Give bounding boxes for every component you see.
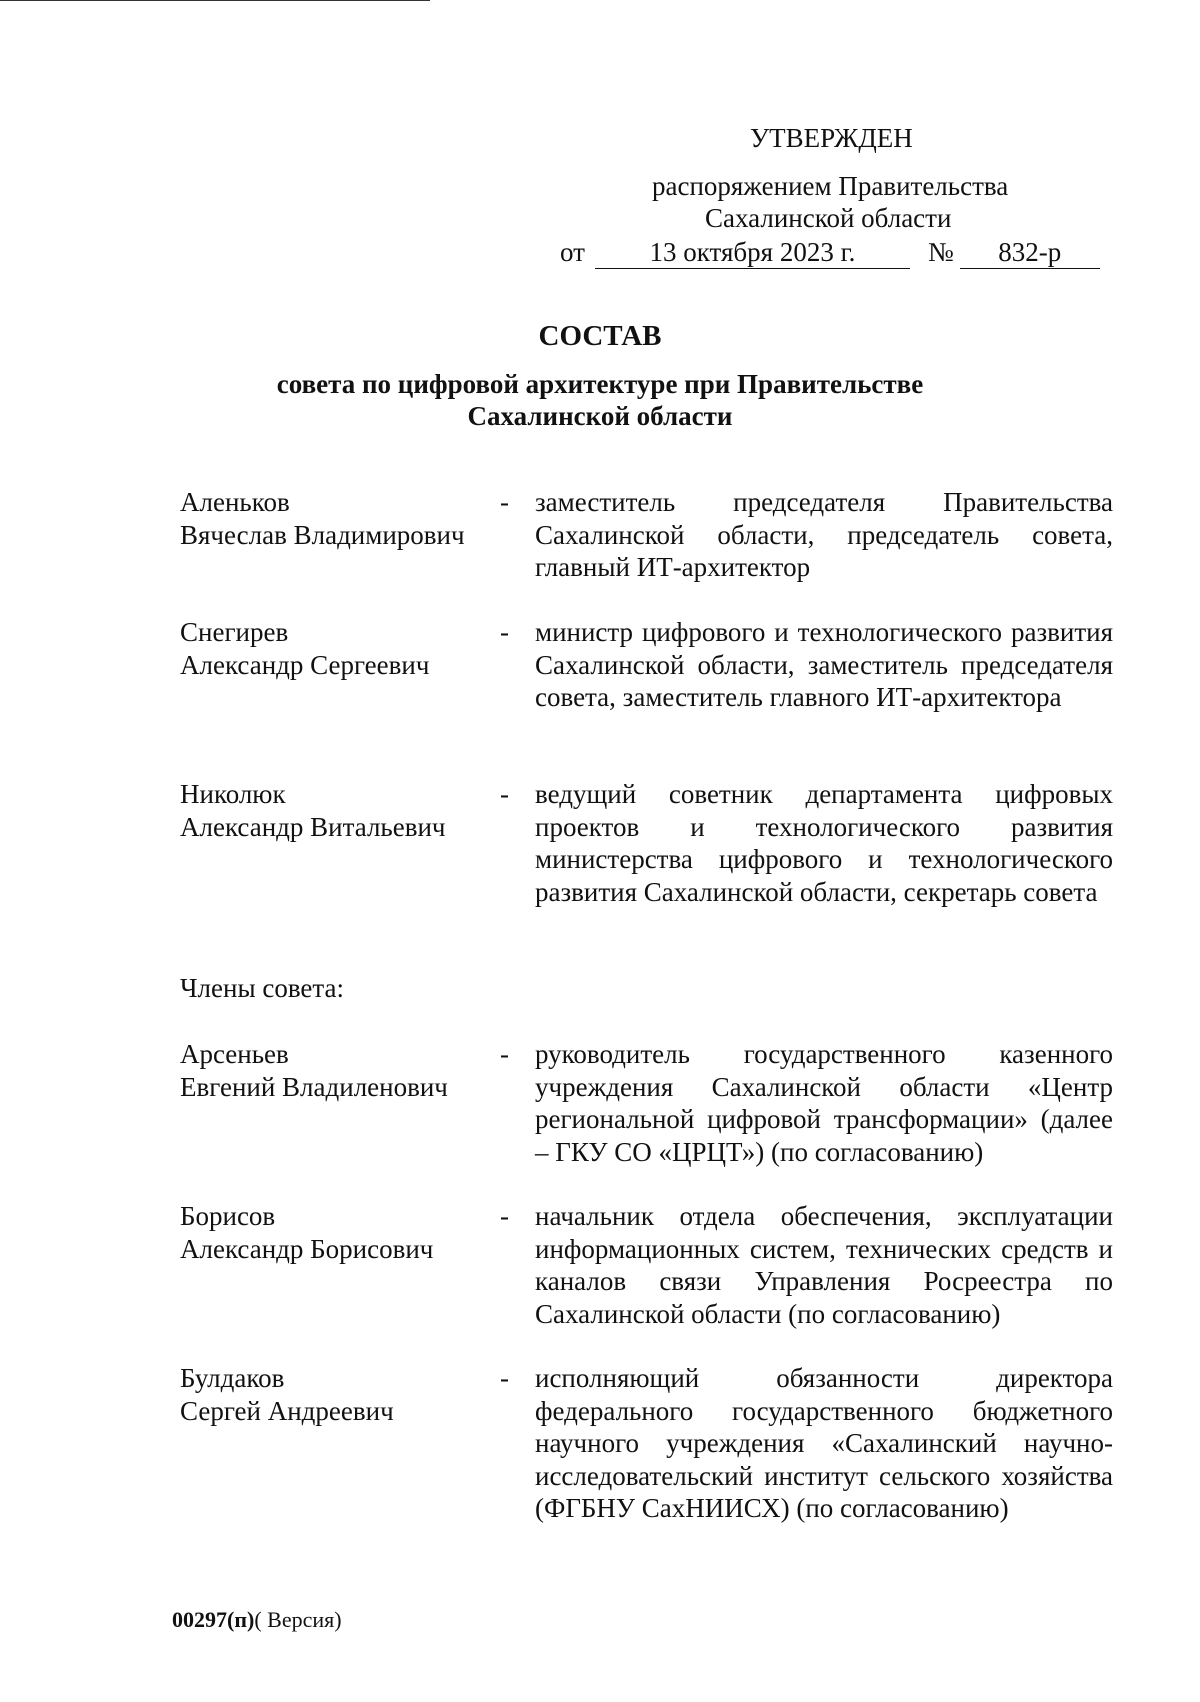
entry-dash: - [500,1363,509,1393]
entry-dash: - [500,487,509,517]
member-name [180,778,490,843]
number-sign: № [927,237,954,267]
member-name [180,616,490,681]
members-label: Члены совета: [180,973,345,1003]
member-given-names: Вячеслав Владимирович [180,519,465,550]
member-given-names: Сергей Андреевич [180,1395,394,1426]
approval-decree-line: распоряжением Правительства [652,171,1009,201]
member-given-names: Евгений Владиленович [180,1071,448,1102]
member-given-names: Александр Витальевич [180,811,446,842]
member-surname: Николюк [180,779,286,809]
member-surname: Борисов [180,1201,276,1231]
document-version: ( Версия) [254,1607,342,1632]
approval-region-line: Сахалинской области [705,203,952,233]
member-surname: Арсеньев [180,1039,289,1069]
approval-date: 13 октября 2023 г. [595,236,910,269]
entry-dash: - [500,1039,509,1069]
entry-dash: - [500,779,509,809]
member-position: заместитель председателя Правительства Сахалинской области, председатель совета, главный ИТ-архитектор [535,487,1113,582]
document-subtitle-line2: Сахалинской области [467,401,733,431]
member-name [180,486,490,551]
member-given-names: Александр Борисович [180,1233,434,1264]
member-position: исполняющий обязанности директора федерального государственного бюджетного научного учреждения «Сахалинский научно-исследовательский институт сельского хозяйства (ФГБНУ СахНИИСХ) (по согласованию) [535,1363,1113,1523]
member-surname: Аленьков [180,487,290,517]
approval-title: УТВЕРЖДЕН [750,123,913,153]
member-name [180,1200,490,1265]
document-subtitle-line1: совета по цифровой архитектуре при Правительстве [276,369,924,399]
approval-number: 832-р [960,236,1100,269]
member-position: ведущий советник департамента цифровых проектов и технологического развития министерства цифрового и технологического развития Сахалинской области, секретарь совета [535,779,1113,907]
date-prefix: от [560,237,585,267]
document-footer [172,1607,342,1633]
member-surname: Булдаков [180,1363,285,1393]
entry-dash: - [500,617,509,647]
member-name [180,1362,490,1427]
member-given-names: Александр Сергеевич [180,649,430,680]
approval-date-line [560,236,1100,269]
member-name [180,1038,490,1103]
member-position: министр цифрового и технологического развития Сахалинской области, заместитель председателя совета, заместитель главного ИТ-архитектора [535,617,1113,712]
member-surname: Снегирев [180,617,289,647]
entry-dash: - [500,1201,509,1231]
member-position: руководитель государственного казенного учреждения Сахалинской области «Центр региональной цифровой трансформации» (далее – ГКУ СО «ЦРЦТ») (по согласованию) [535,1039,1113,1167]
document-code: 00297(п) [172,1607,255,1632]
scan-edge-line [0,0,430,1]
document-title: СОСТАВ [538,320,662,352]
member-position: начальник отдела обеспечения, эксплуатации информационных систем, технических средств и каналов связи Управления Росреестра по Сахалинской области (по согласованию) [535,1201,1113,1329]
